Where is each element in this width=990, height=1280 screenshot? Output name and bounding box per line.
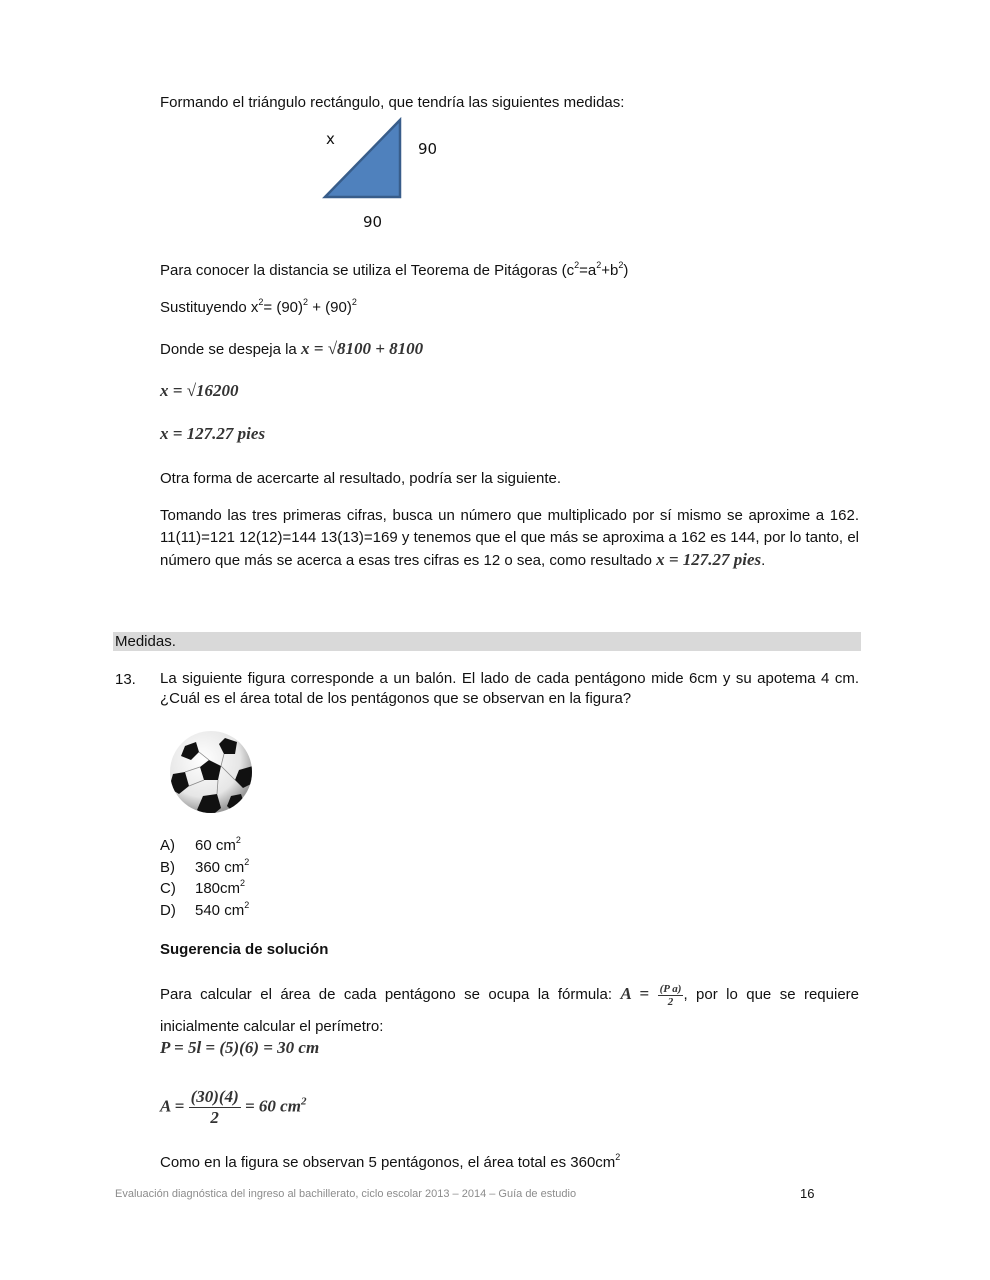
superscript: 2 bbox=[300, 1095, 307, 1108]
page-number: 16 bbox=[800, 1186, 815, 1201]
superscript: 2 bbox=[596, 260, 602, 270]
superscript: 2 bbox=[244, 899, 250, 910]
triangle-shape bbox=[325, 120, 400, 197]
despeja-line bbox=[160, 338, 423, 360]
superscript: 2 bbox=[618, 260, 624, 270]
superscript: 2 bbox=[574, 260, 580, 270]
formula-text: Para calcular el área de cada pentágono se ocupa la fórmula: bbox=[160, 986, 621, 1003]
suggestion-title: Sugerencia de solución bbox=[160, 941, 329, 958]
section-title: Medidas. bbox=[115, 633, 176, 650]
superscript: 2 bbox=[235, 835, 241, 845]
right-triangle-figure bbox=[315, 110, 455, 235]
superscript: 2 bbox=[615, 1152, 621, 1162]
option-c[interactable] bbox=[160, 878, 249, 900]
superscript: 2 bbox=[244, 856, 250, 867]
superscript: 2 bbox=[351, 297, 357, 307]
tomando-text: Tomando las tres primeras cifras, busca un número que multiplicado por sí mismo se aproxime a 162. 11(11)=121 12(12)=144 13(13)=169 y tenemos que el que más se aproxima a 162 es 144, por lo tanto, el número que más se acerca a esas tres cifras es 12 o sea, como resultado bbox=[160, 507, 859, 569]
options-list bbox=[160, 835, 249, 921]
option-value: 60 cm bbox=[195, 837, 236, 854]
substitution-line bbox=[160, 297, 357, 318]
option-a[interactable] bbox=[160, 835, 249, 857]
formula-lhs: A = bbox=[620, 984, 650, 1003]
pythagoras-text: +b bbox=[601, 262, 619, 279]
equation-result: x = 127.27 pies bbox=[160, 424, 266, 443]
option-letter: B) bbox=[160, 858, 175, 876]
equation-root-sum: x = √8100 + 8100 bbox=[300, 339, 424, 358]
soccer-ball-image bbox=[169, 730, 253, 819]
fraction-denominator: 2 bbox=[210, 1108, 219, 1127]
option-value: 540 cm bbox=[195, 901, 245, 919]
substitution-text: + (90) bbox=[308, 299, 352, 316]
pythagoras-text: ) bbox=[623, 262, 629, 279]
substitution-text: Sustituyendo x bbox=[160, 299, 259, 316]
superscript: 2 bbox=[240, 878, 246, 888]
question-text: La siguiente figura corresponde a un balón. El lado de cada pentágono mide 6cm y su apotema 4 cm. ¿Cuál es el área total de los pentágonos que se observan en la figura? bbox=[160, 670, 859, 707]
despeja-text: Donde se despeja la bbox=[160, 341, 301, 358]
option-letter: C) bbox=[160, 880, 176, 897]
pythagoras-line bbox=[160, 260, 628, 281]
option-d[interactable] bbox=[160, 900, 249, 922]
formula-area-pentagon bbox=[620, 982, 683, 1008]
formula-fraction bbox=[658, 983, 684, 1008]
section-bar bbox=[113, 632, 861, 651]
soccer-ball-icon bbox=[169, 730, 253, 814]
pythagoras-text: =a bbox=[579, 262, 597, 279]
intro-line: Formando el triángulo rectángulo, que tendría las siguientes medidas: bbox=[160, 94, 625, 111]
formula-text: , por lo que se requiere inicialmente calcular el perímetro: bbox=[160, 986, 860, 1035]
pythagoras-text: Para conocer la distancia se utiliza el Teorema de Pitágoras (c bbox=[160, 262, 575, 279]
option-value: 360 cm bbox=[195, 858, 245, 876]
otra-forma-line: Otra forma de acercarte al resultado, podría ser la siguiente. bbox=[160, 470, 562, 487]
equation-area bbox=[160, 1087, 306, 1128]
triangle-side-label: 90 bbox=[418, 140, 438, 158]
option-b[interactable] bbox=[160, 857, 249, 879]
conclusion-text: Como en la figura se observan 5 pentágonos, el área total es 360cm bbox=[160, 1154, 616, 1171]
equation-root-16200: x = √16200 bbox=[160, 381, 239, 400]
formula-paragraph bbox=[160, 978, 859, 1043]
footer-text: Evaluación diagnóstica del ingreso al bachillerato, ciclo escolar 2013 – 2014 – Guía de estudio bbox=[115, 1188, 577, 1200]
equation-result-inline: x = 127.27 pies bbox=[656, 550, 762, 569]
superscript: 2 bbox=[303, 297, 309, 307]
question-number: 13. bbox=[115, 671, 136, 688]
substitution-text: = (90) bbox=[263, 299, 304, 316]
period: . bbox=[761, 552, 766, 569]
triangle-base-label: 90 bbox=[363, 213, 383, 231]
fraction-denominator: 2 bbox=[667, 995, 674, 1008]
option-value: 180cm bbox=[195, 880, 241, 897]
area-lhs: A = bbox=[160, 1096, 185, 1116]
fraction-numerator: (30)(4) bbox=[190, 1087, 239, 1106]
option-letter: D) bbox=[160, 901, 176, 919]
area-rhs: = 60 cm bbox=[245, 1096, 301, 1116]
triangle-svg bbox=[315, 110, 455, 235]
option-letter: A) bbox=[160, 837, 175, 854]
tomando-paragraph bbox=[160, 505, 859, 572]
area-fraction bbox=[189, 1087, 241, 1128]
superscript: 2 bbox=[258, 297, 264, 307]
equation-perimeter: P = 5l = (5)(6) = 30 cm bbox=[160, 1038, 320, 1057]
triangle-hypotenuse-label: x bbox=[326, 130, 335, 148]
conclusion-line bbox=[160, 1152, 620, 1173]
fraction-numerator: (P a) bbox=[659, 982, 682, 995]
